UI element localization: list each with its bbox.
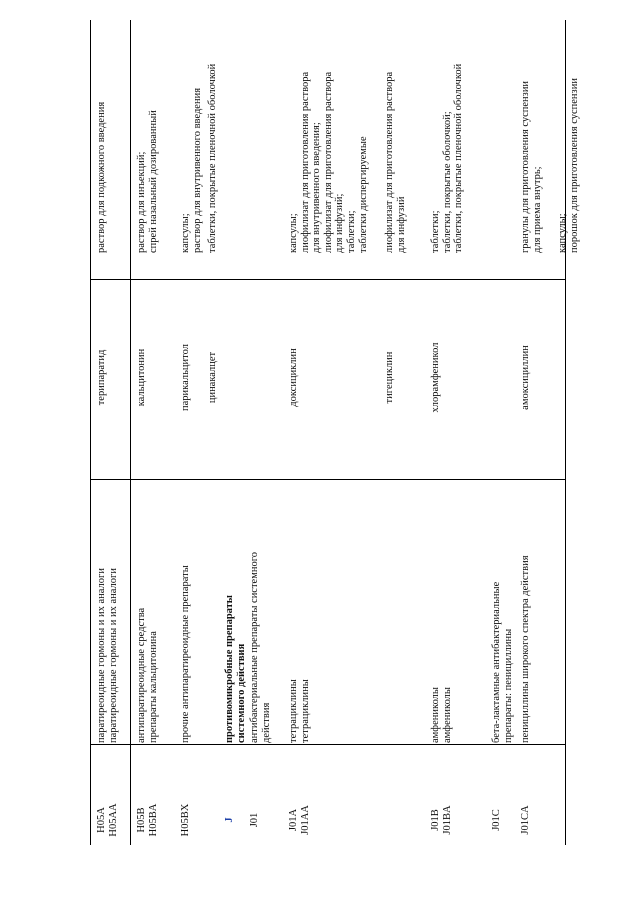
column-divider-2 [90,479,565,480]
group-cell: тетрациклины тетрациклины [288,679,311,743]
group-cell: паратиреоидные гормоны и их аналоги паратиреоидные гормоны и их аналоги [96,568,119,743]
code-cell: J01B J01BA [430,805,453,835]
form-cell: капсулы; лиофилизат для приготовления раствора для внутривенного введения; лиофилизат для приготовления раствора для инфузий; таблетки; таблетки диспергируемые [288,71,369,253]
drug-cell: доксициклин [288,348,299,407]
column-divider-3 [90,279,565,280]
form-cell: таблетки; таблетки, покрытые оболочкой; таблетки, покрытые пленочной оболочкой [430,63,465,253]
code-cell: J01 [249,812,260,828]
drug-cell: амоксициллин [520,345,531,410]
group-cell: бета-лактамные антибактериальные препараты: пенициллины [491,581,514,743]
group-cell: прочие антипаратиреоидные препараты [180,565,191,743]
form-cell: капсулы; порошок для приготовления суспензии [557,78,580,253]
code-cell: J01A J01AA [288,805,311,835]
code-cell: J [224,817,235,823]
table-top-rule [90,20,91,845]
form-cell: лиофилизат для приготовления раствора для инфузий [384,71,407,253]
drug-cell: кальцитонин [136,348,147,407]
drug-cell: хлорамфеникол [430,342,441,413]
drug-cell: тигециклин [384,351,395,404]
code-cell: J01C [491,809,502,831]
group-cell: антибактериальные препараты системного действия [249,551,272,743]
form-cell: гранулы для приготовления суспензии для приема внутрь; [520,80,543,253]
group-cell: антипаратиреоидные средства препараты кальцитонина [136,607,159,743]
code-cell: H05A H05AA [96,803,119,837]
code-cell: H05BX [180,803,191,837]
drug-cell: цинакалцет [207,351,218,404]
code-cell: J01CA [520,805,531,835]
drug-cell: парикальцитол [180,344,191,411]
form-cell: капсулы; раствор для внутривенного введения [180,87,203,253]
group-cell: амфениколы амфениколы [430,687,453,743]
form-cell: таблетки, покрытые пленочной оболочкой [207,63,218,253]
column-divider-1 [90,744,565,745]
group-cell: пенициллины широкого спектра действия [520,555,531,743]
code-cell: H05B H05BA [136,803,159,837]
drug-cell: терипаратид [96,349,107,406]
group-cell: противомикробные препараты системного действия [224,594,247,743]
form-cell: раствор для подкожного введения [96,101,107,253]
form-cell: раствор для инъекций; спрей назальный дозированный [136,110,159,253]
row-divider-first [130,20,131,845]
